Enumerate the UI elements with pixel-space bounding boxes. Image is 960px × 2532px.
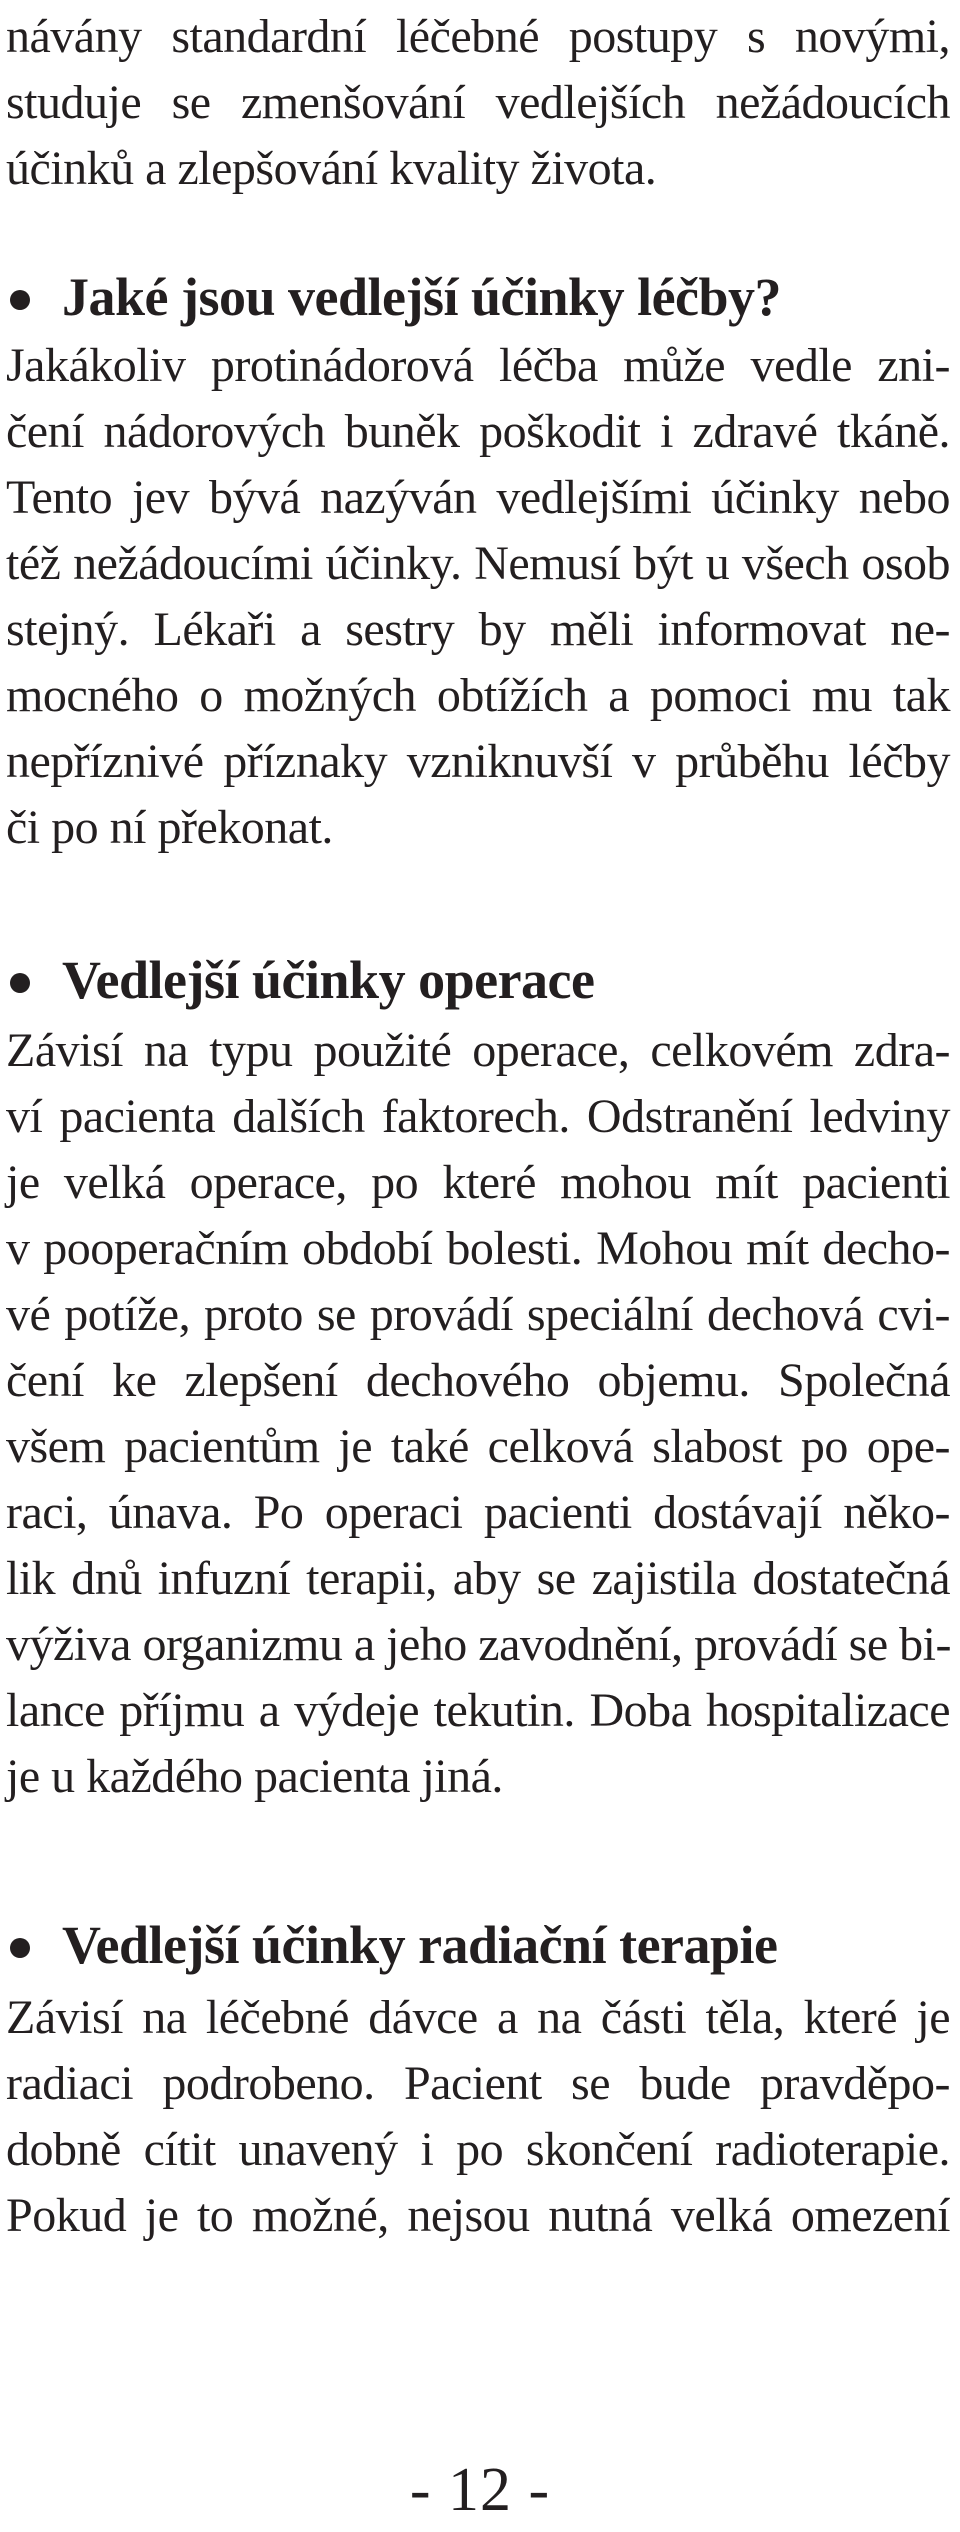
- intro-paragraph: [6, 4, 950, 202]
- paragraph-line: Závisí na typu použité operace, celkovém zdra-: [6, 1024, 950, 1077]
- surgery-paragraph: [6, 1018, 950, 1810]
- page-number: - 12 -: [409, 2456, 551, 2524]
- paragraph-line: v pooperačním období bolesti. Mohou mít decho-: [6, 1222, 950, 1275]
- paragraph-line: je velká operace, po které mohou mít pacienti: [6, 1156, 950, 1209]
- paragraph-line: mocného o možných obtížích a pomoci mu tak: [6, 669, 950, 722]
- paragraph-line: nepříznivé příznaky vzniknuvší v průběhu léčby: [6, 735, 950, 788]
- paragraph-line: či po ní překonat.: [6, 801, 333, 854]
- paragraph-line: radiaci podrobeno. Pacient se bude pravděpo-: [6, 2057, 950, 2110]
- paragraph-line: studuje se zmenšování vedlejších nežádoucích: [6, 76, 950, 129]
- paragraph-line: lance příjmu a výdeje tekutin. Doba hospitalizace: [6, 1684, 950, 1737]
- paragraph-line: všem pacientům je také celková slabost po ope-: [6, 1420, 950, 1473]
- paragraph-line: stejný. Lékaři a sestry by měli informovat ne-: [6, 603, 950, 656]
- paragraph-line: též nežádoucími účinky. Nemusí být u všech osob: [6, 537, 950, 590]
- paragraph-line: Tento jev bývá nazýván vedlejšími účinky nebo: [6, 471, 950, 524]
- paragraph-line: ví pacienta dalších faktorech. Odstranění ledviny: [6, 1090, 950, 1143]
- paragraph-line: čení ke zlepšení dechového objemu. Společná: [6, 1354, 950, 1407]
- paragraph-line: výživa organizmu a jeho zavodnění, provádí se bi-: [6, 1618, 951, 1671]
- heading-text: Vedlejší účinky radiační terapie: [62, 1915, 778, 1975]
- section-heading-radiation: [6, 1910, 950, 1980]
- bullet-icon: [10, 1938, 30, 1958]
- paragraph-line: lik dnů infuzní terapii, aby se zajistila dostatečná: [6, 1552, 950, 1605]
- paragraph-line: vé potíže, proto se provádí speciální dechová cvi-: [6, 1288, 950, 1341]
- section-heading-side-effects: [6, 262, 950, 332]
- radiation-paragraph: [6, 1985, 950, 2249]
- paragraph-line: čení nádorových buněk poškodit i zdravé tkáně.: [6, 405, 950, 458]
- paragraph-line: návány standardní léčebné postupy s novými,: [6, 10, 950, 63]
- bullet-icon: [10, 973, 30, 993]
- paragraph-line: Závisí na léčebné dávce a na části těla, které je: [6, 1991, 950, 2044]
- paragraph-line: Pokud je to možné, nejsou nutná velká omezení: [6, 2189, 950, 2242]
- paragraph-line: účinků a zlepšování kvality života.: [6, 142, 657, 195]
- section-heading-surgery: [6, 945, 950, 1015]
- heading-text: Vedlejší účinky operace: [62, 950, 595, 1010]
- paragraph-line: raci, únava. Po operaci pacienti dostávají něko-: [6, 1486, 950, 1539]
- heading-text: Jaké jsou vedlejší účinky léčby?: [62, 267, 782, 327]
- side-effects-paragraph: [6, 333, 950, 861]
- paragraph-line: dobně cítit unavený i po skončení radioterapie.: [6, 2123, 950, 2176]
- paragraph-line: Jakákoliv protinádorová léčba může vedle zni-: [6, 339, 950, 392]
- bullet-icon: [10, 290, 30, 310]
- paragraph-line: je u každého pacienta jiná.: [6, 1750, 503, 1803]
